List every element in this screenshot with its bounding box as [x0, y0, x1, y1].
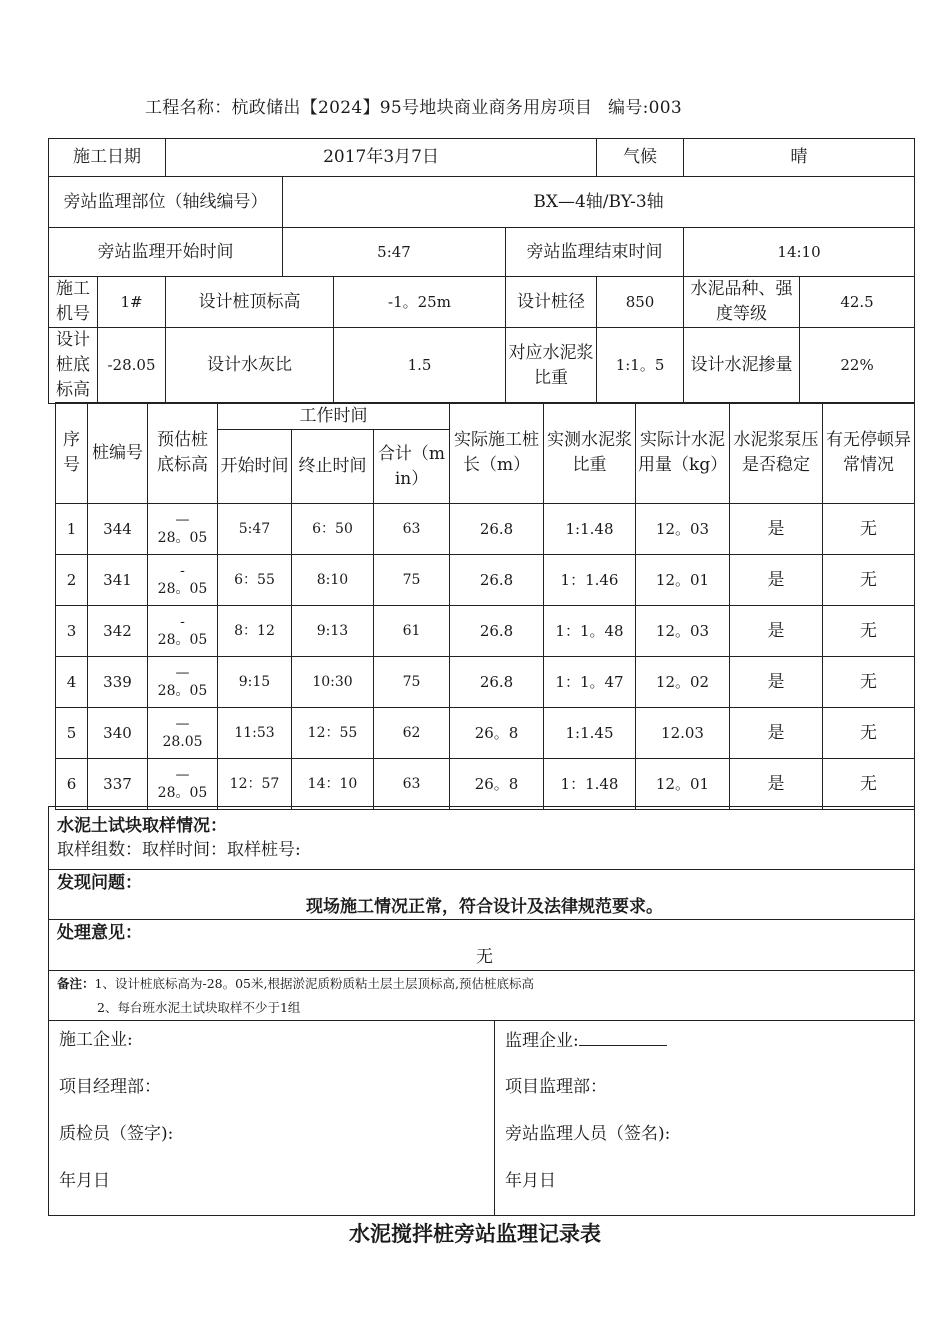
row-est-bottom: [148, 504, 218, 555]
row-start: 8：12: [218, 606, 292, 657]
row-length: 26.8: [450, 555, 544, 606]
row-end: 12：55: [292, 708, 374, 759]
row-stop: 无: [823, 657, 915, 708]
row-pile: 342: [88, 606, 148, 657]
document-title: 水泥搅拌桩旁站监理记录表: [349, 1222, 601, 1246]
row-stop: 无: [823, 759, 915, 810]
supervisor-company-line: [497, 1027, 912, 1074]
row-length: 26.8: [450, 606, 544, 657]
contractor-signature-block: [49, 1021, 495, 1216]
row-seq: 5: [56, 708, 88, 759]
col-cement-header: 实际计水泥用量（kg）: [636, 403, 730, 504]
row-cement: 12。03: [636, 606, 730, 657]
row-est-bottom-dash: —: [175, 665, 190, 681]
opinion-section: [49, 920, 915, 971]
top-elevation-value: -1。25m: [334, 277, 506, 328]
quality-inspector: 质检员（签字):: [59, 1124, 174, 1144]
position-label: 旁站监理部位（轴线编号）: [49, 177, 283, 228]
supervisor-company: 监理企业:: [505, 1031, 579, 1051]
table-row: [56, 759, 915, 810]
row-length: 26.8: [450, 504, 544, 555]
row-start: 9:15: [218, 657, 292, 708]
sampling-section: [49, 807, 915, 870]
row-stop: 无: [823, 555, 915, 606]
col-work-time-header: 工作时间: [218, 403, 450, 430]
row-gravity: 1:1.48: [544, 504, 636, 555]
notes-section: [49, 971, 915, 1021]
start-time-value: 5:47: [283, 228, 506, 277]
row-end: 10:30: [292, 657, 374, 708]
row-end: 14：10: [292, 759, 374, 810]
row-pump: 是: [730, 759, 823, 810]
row-est-bottom: [148, 555, 218, 606]
position-value: BX—4轴/BY-3轴: [283, 177, 915, 228]
project-label: 工程名称：: [145, 98, 232, 118]
sampling-content: 取样组数：取样时间：取样桩号:: [57, 840, 301, 860]
col-length-header: 实际施工桩长（m）: [450, 403, 544, 504]
row-est-bottom-value: 28。05: [157, 632, 208, 648]
contractor-company: 施工企业:: [59, 1030, 133, 1050]
row-cement: 12。02: [636, 657, 730, 708]
row-gravity: 1：1。47: [544, 657, 636, 708]
row-gravity: 1：1。48: [544, 606, 636, 657]
row-est-bottom-dash: —: [175, 716, 190, 732]
cement-content-value: 22%: [800, 328, 915, 404]
wc-ratio-value: 1.5: [334, 328, 506, 404]
row-seq: 3: [56, 606, 88, 657]
col-gravity-header: 实测水泥浆比重: [544, 403, 636, 504]
row-cement: 12。01: [636, 759, 730, 810]
opinion-content: 无: [476, 947, 493, 967]
row-est-bottom-value: 28.05: [162, 734, 203, 750]
date-value: 2017年3月7日: [166, 139, 597, 177]
notes-line-2: 2、每台班水泥土试块取样不少于1组: [97, 999, 301, 1015]
row-end: 8:10: [292, 555, 374, 606]
record-rows: [56, 504, 915, 810]
header-line: [145, 93, 682, 118]
row-start: 5:47: [218, 504, 292, 555]
row-stop: 无: [823, 606, 915, 657]
table-row: [56, 657, 915, 708]
col-start-header: 开始时间: [218, 430, 292, 504]
row-pump: 是: [730, 657, 823, 708]
row-length: 26。8: [450, 759, 544, 810]
row-gravity: 1：1.46: [544, 555, 636, 606]
row-end: 9:13: [292, 606, 374, 657]
row-est-bottom-dash: -: [180, 563, 185, 579]
row-total: 63: [374, 759, 450, 810]
weather-label: 气候: [597, 139, 684, 177]
row-est-bottom: [148, 759, 218, 810]
record-table: [55, 402, 915, 810]
onsite-supervisor: 旁站监理人员（签名):: [505, 1124, 671, 1144]
col-pile-header: 桩编号: [88, 403, 148, 504]
row-stop: 无: [823, 708, 915, 759]
project-name: 杭政储出【2024】95号地块商业商务用房项目: [231, 98, 593, 118]
bottom-elevation-value: -28.05: [98, 328, 166, 404]
end-time-value: 14:10: [684, 228, 915, 277]
row-est-bottom-value: 28。05: [157, 683, 208, 699]
row-start: 12：57: [218, 759, 292, 810]
cement-grade-value: 42.5: [800, 277, 915, 328]
table-row: [56, 708, 915, 759]
machine-value: 1#: [98, 277, 166, 328]
row-pile: 340: [88, 708, 148, 759]
signature-underline: [579, 1027, 667, 1046]
contractor-date: 年月日: [59, 1171, 110, 1191]
row-seq: 1: [56, 504, 88, 555]
problems-content: 现场施工情况正常，符合设计及法律规范要求。: [306, 896, 663, 917]
col-est-bottom-header: 预估桩底标高: [148, 403, 218, 504]
row-total: 62: [374, 708, 450, 759]
table-row: [56, 606, 915, 657]
code-label: 编号:: [608, 98, 649, 118]
problems-section: [49, 870, 915, 920]
row-start: 6：55: [218, 555, 292, 606]
row-seq: 2: [56, 555, 88, 606]
row-total: 61: [374, 606, 450, 657]
row-seq: 4: [56, 657, 88, 708]
row-pile: 337: [88, 759, 148, 810]
slurry-gravity-value: 1:1。5: [597, 328, 684, 404]
row-gravity: 1:1.45: [544, 708, 636, 759]
row-gravity: 1：1.48: [544, 759, 636, 810]
row-pump: 是: [730, 504, 823, 555]
diameter-value: 850: [597, 277, 684, 328]
notes-label: 备注：: [57, 975, 95, 991]
col-total-header: 合计（min）: [374, 430, 450, 504]
end-time-label: 旁站监理结束时间: [506, 228, 684, 277]
row-est-bottom-value: 28。05: [157, 581, 208, 597]
sampling-title: 水泥土试块取样情况：: [57, 816, 227, 836]
date-label: 施工日期: [49, 139, 166, 177]
cement-grade-label: 水泥品种、强度等级: [684, 277, 800, 328]
row-est-bottom-dash: —: [175, 767, 190, 783]
row-start: 11:53: [218, 708, 292, 759]
col-end-header: 终止时间: [292, 430, 374, 504]
col-seq-header: 序号: [56, 403, 88, 504]
supervisor-signature-block: [495, 1021, 915, 1216]
problems-title: 发现问题：: [57, 872, 142, 893]
top-elevation-label: 设计桩顶标高: [166, 277, 334, 328]
row-est-bottom-value: 28。05: [157, 785, 208, 801]
cement-content-label: 设计水泥掺量: [684, 328, 800, 404]
row-total: 63: [374, 504, 450, 555]
start-time-label: 旁站监理开始时间: [49, 228, 283, 277]
supervisor-project-dept: 项目监理部：: [505, 1077, 607, 1097]
info-table: [48, 138, 915, 404]
row-total: 75: [374, 657, 450, 708]
row-total: 75: [374, 555, 450, 606]
row-pile: 339: [88, 657, 148, 708]
row-cement: 12。03: [636, 504, 730, 555]
code-value: 003: [648, 98, 683, 118]
bottom-elevation-label: 设计桩底标高: [49, 328, 98, 404]
row-stop: 无: [823, 504, 915, 555]
diameter-label: 设计桩径: [506, 277, 597, 328]
row-end: 6：50: [292, 504, 374, 555]
row-cement: 12.03: [636, 708, 730, 759]
row-est-bottom-dash: -: [180, 614, 185, 630]
row-pump: 是: [730, 606, 823, 657]
contractor-project-dept: 项目经理部：: [59, 1077, 161, 1097]
remarks-table: [48, 806, 915, 1216]
col-stop-header: 有无停顿异常情况: [823, 403, 915, 504]
row-seq: 6: [56, 759, 88, 810]
row-est-bottom: [148, 606, 218, 657]
slurry-gravity-label: 对应水泥浆比重: [506, 328, 597, 404]
table-row: [56, 555, 915, 606]
row-pile: 344: [88, 504, 148, 555]
opinion-title: 处理意见：: [57, 923, 142, 943]
table-row: [56, 504, 915, 555]
col-pump-header: 水泥浆泵压是否稳定: [730, 403, 823, 504]
supervisor-date: 年月日: [505, 1171, 556, 1191]
notes-line-1: 1、设计桩底标高为-28。05米,根据淤泥质粉质粘土层土层顶标高,预估桩底标高: [94, 975, 534, 991]
row-length: 26.8: [450, 657, 544, 708]
row-cement: 12。01: [636, 555, 730, 606]
row-pump: 是: [730, 555, 823, 606]
row-est-bottom-value: 28。05: [157, 530, 208, 546]
row-est-bottom-dash: —: [175, 512, 190, 528]
row-pile: 341: [88, 555, 148, 606]
wc-ratio-label: 设计水灰比: [166, 328, 334, 404]
row-est-bottom: [148, 657, 218, 708]
weather-value: 晴: [684, 139, 915, 177]
row-est-bottom: [148, 708, 218, 759]
row-length: 26。8: [450, 708, 544, 759]
machine-label: 施工机号: [49, 277, 98, 328]
row-pump: 是: [730, 708, 823, 759]
